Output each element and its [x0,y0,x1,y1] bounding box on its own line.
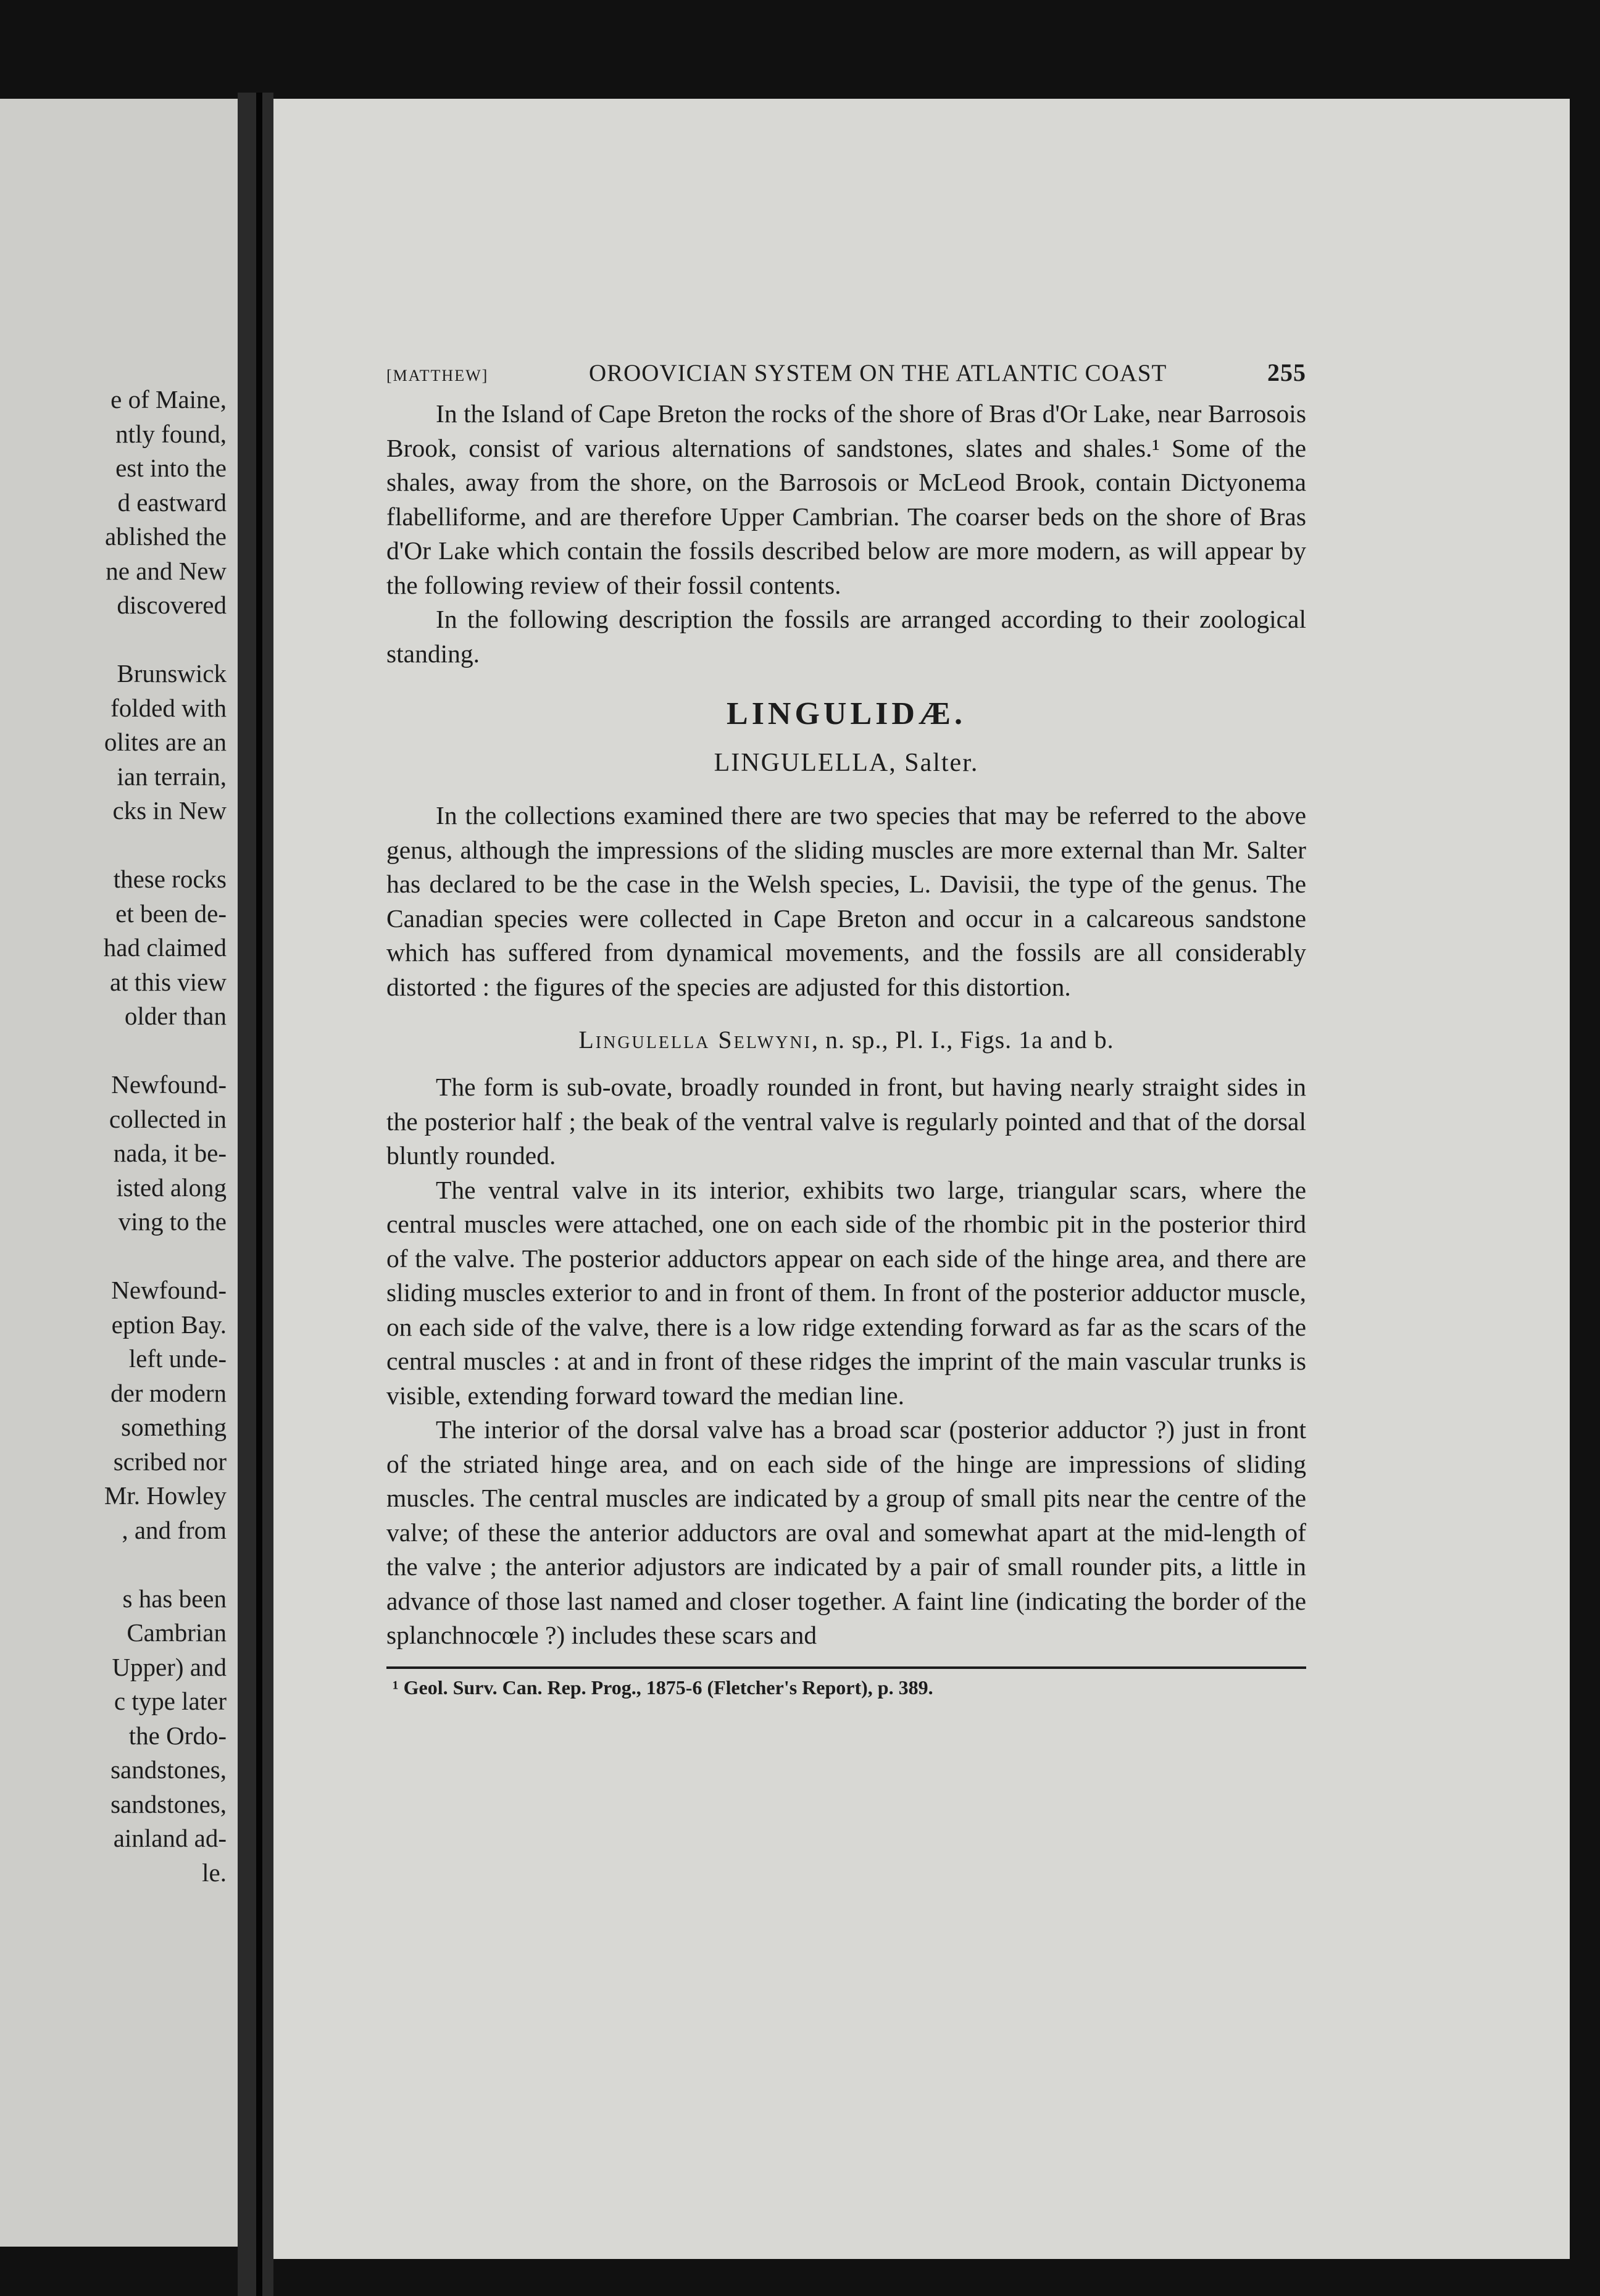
left-page-line: Cambrian [127,1618,227,1647]
genus-paragraph: In the collections examined there are two species that may be referred to the above genus, although the impressions of the sliding muscles are more external than Mr. Salter has declared to be the case in the Welsh species, L. Davisii, the type of the genus. The Canadian species were collected in Cape Breton and occur in a calcareous sandstone which has suffered from dynamical movements, and the fossils are all considerably distorted : the figures of the species are adjusted for this distortion. [386,801,1306,1001]
left-page-line: sandstones, [110,1789,227,1818]
left-page-line: older than [124,1002,227,1030]
running-head-title: OROOVICIAN SYSTEM ON THE ATLANTIC COAST [588,360,1167,386]
left-page-line: ving to the [118,1207,227,1236]
page-number: 255 [1267,359,1306,386]
left-page [0,99,238,2247]
page-text-block [386,358,1306,1699]
gutter-line [256,93,262,2296]
left-page-line: Upper) and [112,1652,227,1681]
left-page-line: le. [202,1858,227,1887]
genus-heading: LINGULELLA, Salter. [714,749,979,777]
species-heading [386,1025,1306,1054]
footnote-rule [386,1666,1306,1669]
left-page-line: ian terrain, [117,762,227,791]
species-paragraph-3: The interior of the dorsal valve has a broad scar (posterior adductor ?) just in front of the striated hinge area, and on each side of the hinge are impressions of sliding muscles. The central muscles are indicated by a group of small pits near the centre of the valve; of these the anterior adductors are oval and somewhat apart at the mid-length of the valve ; the anterior adjustors are indicated by a pair of small rounder pits, a little in advance of those last named and closer together. A faint line (indicating the border of the splanchnocœle ?) includes these scars and [386,1415,1306,1649]
left-page-line: ablished the [105,522,227,551]
left-page-line: Brunswick [117,659,227,688]
intro-paragraph-1: In the Island of Cape Breton the rocks of the shore of Bras d'Or Lake, near Barrosois Brook, consist of various alternations of sandstones, slates and shales.¹ Some of the shales, away from the shore, on the Barrosois or McLeod Brook, contain Dictyonema flabelliforme, and are therefore Upper Cambrian. The coarser beds on the shore of Bras d'Or Lake which contain the fossils described below are more modern, as will appear by the following review of their fossil contents. [386,399,1306,599]
left-page-line: left unde- [128,1344,227,1373]
species-paragraph-2: The ventral valve in its interior, exhibits two large, triangular scars, where the central muscles were attached, one on each side of the rhombic pit in the posterior third of the valve. The posterior adductors appear on each side of the hinge area, and there are sliding muscles exterior to and in front of them. In front of the posterior adductor muscle, on each side of the valve, there is a low ridge extending forward as far as the scars of the central muscles : at and in front of these ridges the imprint of the main vascular trunks is visible, extending forward toward the median line. [386,1175,1306,1410]
left-page-line: et been de- [115,899,227,928]
left-page-line: these rocks [113,865,227,893]
species-name: Lingulella Selwyni [578,1026,812,1054]
right-page [273,99,1570,2259]
left-page-line: cks in New [112,796,227,825]
running-head-author: [MATTHEW] [386,367,489,385]
left-page-line: sandstones, [110,1755,227,1784]
left-page-line: e of Maine, [110,385,227,414]
left-page-line: olites are an [104,728,227,756]
left-page-line: Mr. Howley [104,1481,227,1510]
running-head [386,358,1306,387]
family-heading: LINGULIDÆ. [727,696,966,731]
left-page-line: had claimed [103,933,227,962]
left-page-line: Newfound- [111,1276,227,1304]
left-page-line: ntly found, [115,419,227,448]
left-page-line: discovered [117,591,227,619]
left-page-line: collected in [109,1104,227,1133]
species-reference: , n. sp., Pl. I., Figs. 1a and b. [811,1026,1114,1054]
footnote: ¹ Geol. Surv. Can. Rep. Prog., 1875-6 (Fletcher's Report), p. 389. [393,1676,933,1699]
species-paragraph-1: The form is sub-ovate, broadly rounded in front, but having nearly straight sides in the posterior half ; the beak of the ventral valve is regularly pointed and that of the dorsal bluntly rounded. [386,1073,1306,1170]
left-page-line: folded with [110,693,227,722]
left-page-line: est into the [115,454,227,482]
left-page-line: something [121,1413,227,1441]
left-page-line: scribed nor [113,1447,227,1476]
intro-paragraph-2: In the following description the fossils are arranged according to their zoological standing. [386,605,1306,668]
left-page-line: s has been [122,1584,227,1613]
page-gutter [238,93,273,2296]
left-page-line: d eastward [117,488,227,517]
left-page-line: isted along [116,1173,227,1202]
left-page-line: eption Bay. [111,1310,227,1339]
left-page-line: , and from [122,1515,227,1544]
left-page-line: Newfound- [111,1070,227,1099]
left-page-line: ainland ad- [113,1824,227,1852]
left-page-line: der modern [110,1378,227,1407]
left-page-line: c type later [114,1687,227,1715]
left-page-line: ne and New [106,556,227,585]
left-page-line: the Ordo- [128,1721,227,1750]
left-page-line: at this view [109,967,227,996]
left-page-line: nada, it be- [113,1139,227,1167]
